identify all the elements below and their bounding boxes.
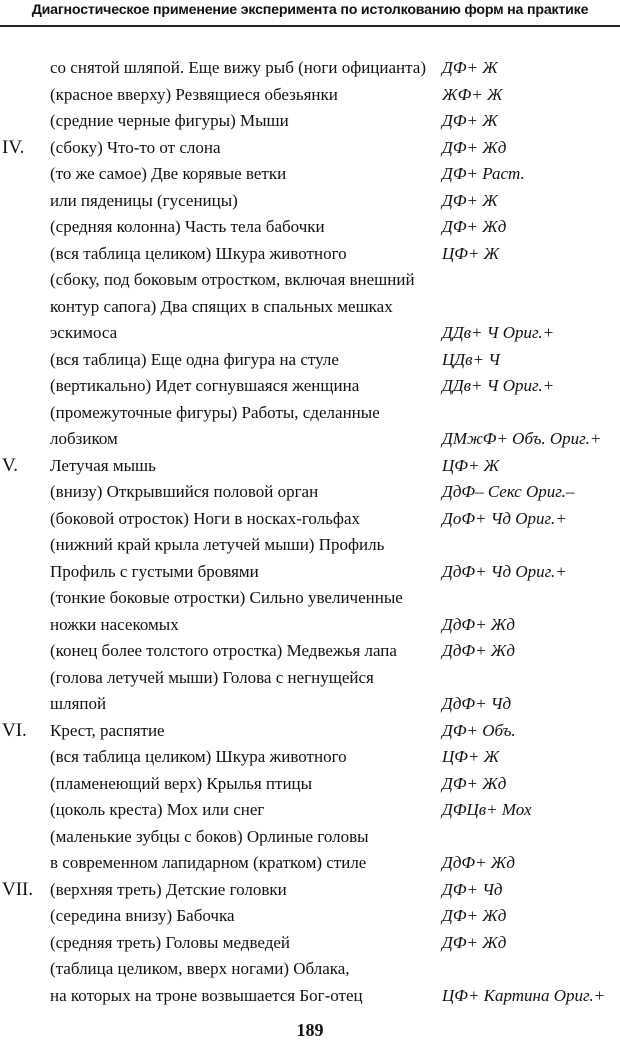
response-text: (вертикально) Идет согнувшаяся женщина — [50, 376, 360, 395]
scoring-code: ДФ+ Жд — [442, 137, 507, 157]
scoring-code: ДдФ+ Жд — [442, 853, 515, 872]
scoring-code: ДМжФ+ Объ. Ориг.+ — [442, 429, 602, 448]
response-text: ножки насекомых — [50, 614, 179, 634]
response-text: (верхняя треть) Детские головки — [50, 879, 287, 899]
response-row — [0, 612, 620, 639]
scoring-code: ДдФ+ Чд Ориг.+ — [442, 561, 567, 581]
response-row — [0, 532, 620, 559]
response-text: эскимоса — [50, 323, 118, 342]
response-row — [0, 135, 620, 162]
response-text: (пламенеющий верх) Крылья птицы — [50, 773, 313, 793]
response-text: (сбоку) Что-то от слона — [50, 137, 221, 157]
response-text: (сбоку, под боковым отростком, включая внешний — [50, 270, 415, 289]
response-row — [0, 930, 620, 957]
response-row — [0, 347, 620, 374]
scoring-code: ДФ+ Жд — [442, 906, 507, 925]
scoring-code: ДФ+ Жд — [442, 773, 507, 793]
response-row — [0, 718, 620, 745]
response-row — [0, 559, 620, 586]
response-text: (вся таблица) Еще одна фигура на стуле — [50, 349, 339, 369]
response-text: контур сапога) Два спящих в спальных мешках — [50, 296, 393, 316]
response-text: (средние черные фигуры) Мыши — [50, 111, 289, 130]
response-row — [0, 744, 620, 771]
response-text: (нижний край крыла летучей мыши) Профиль — [50, 535, 385, 554]
response-row — [0, 373, 620, 400]
response-row — [0, 877, 620, 904]
response-text: (средняя треть) Головы медведей — [50, 932, 291, 952]
response-row — [0, 585, 620, 612]
response-row — [0, 506, 620, 533]
response-text: со снятой шляпой. Еще вижу рыб (ноги официанта) — [50, 58, 426, 77]
response-row — [0, 241, 620, 268]
response-text: (таблица целиком, вверх ногами) Облака, — [50, 959, 350, 978]
response-text: Крест, распятие — [50, 720, 165, 740]
response-list — [0, 55, 620, 1009]
response-text: (промежуточные фигуры) Работы, сделанные — [50, 402, 380, 422]
response-text: (то же самое) Две корявые ветки — [50, 164, 287, 183]
response-text: (красное вверху) Резвящиеся обезьянки — [50, 84, 338, 104]
response-text: лобзиком — [50, 429, 118, 448]
response-row — [0, 161, 620, 188]
scoring-code: ЦФ+ Ж — [442, 455, 500, 475]
response-text: (средняя колонна) Часть тела бабочки — [50, 217, 325, 236]
response-text: (голова летучей мыши) Голова с негнущейся — [50, 667, 374, 687]
response-row — [0, 903, 620, 930]
response-row — [0, 771, 620, 798]
response-row — [0, 267, 620, 294]
response-row — [0, 453, 620, 480]
scoring-code: ДФ+ Жд — [442, 217, 507, 236]
scoring-code: ДФ+ Ж — [442, 111, 498, 130]
response-row — [0, 479, 620, 506]
card-number: VII. — [2, 878, 34, 900]
response-row — [0, 956, 620, 983]
response-row — [0, 400, 620, 427]
response-row — [0, 638, 620, 665]
response-row — [0, 188, 620, 215]
response-text: (вся таблица целиком) Шкура животного — [50, 747, 347, 766]
response-text: (вся таблица целиком) Шкура животного — [50, 243, 347, 263]
scoring-code: ДФЦв+ Мох — [442, 800, 532, 819]
response-row — [0, 82, 620, 109]
response-row — [0, 797, 620, 824]
response-row — [0, 214, 620, 241]
response-row — [0, 294, 620, 321]
scoring-code: ДДв+ Ч Ориг.+ — [442, 376, 555, 395]
scoring-code: ЖФ+ Ж — [442, 84, 503, 104]
response-row — [0, 426, 620, 453]
response-text: (цоколь креста) Мох или снег — [50, 800, 265, 819]
scoring-code: ДФ+ Объ. — [442, 720, 516, 740]
response-text: Летучая мышь — [50, 455, 156, 475]
response-row — [0, 824, 620, 851]
response-row — [0, 691, 620, 718]
response-row — [0, 108, 620, 135]
running-header: Диагностическое применение эксперимента по истолкованию форм на практике — [31, 2, 589, 18]
scoring-code: ДдФ+ Жд — [442, 641, 515, 660]
response-row — [0, 665, 620, 692]
response-row — [0, 55, 620, 82]
scoring-code: ДФ+ Жд — [442, 932, 507, 952]
response-row — [0, 850, 620, 877]
scoring-code: ДФ+ Раст. — [442, 164, 525, 183]
scoring-code: ДФ+ Ж — [442, 58, 498, 77]
response-text: на которых на троне возвышается Бог-отец — [50, 985, 363, 1005]
scoring-code: ДДв+ Ч Ориг.+ — [442, 323, 555, 342]
response-text: (боковой отросток) Ноги в носках-гольфах — [50, 508, 360, 528]
scoring-code: ДФ+ Ж — [442, 190, 498, 210]
response-text: (конец более толстого отростка) Медвежья лапа — [50, 641, 397, 660]
response-text: или пяденицы (гусеницы) — [50, 190, 238, 210]
scoring-code: ДдФ– Секс Ориг.– — [442, 482, 575, 501]
scoring-code: ДФ+ Чд — [442, 879, 503, 899]
response-text: в современном лапидарном (кратком) стиле — [50, 853, 367, 872]
response-text: (середина внизу) Бабочка — [50, 906, 235, 925]
response-text: Профиль с густыми бровями — [50, 561, 259, 581]
scoring-code: ЦФ+ Ж — [442, 747, 500, 766]
scoring-code: ДдФ+ Жд — [442, 614, 515, 634]
scoring-code: ДоФ+ Чд Ориг.+ — [442, 508, 567, 528]
response-text: (тонкие боковые отростки) Сильно увеличенные — [50, 588, 403, 607]
header-rule — [0, 25, 620, 27]
card-number: VI. — [2, 719, 27, 741]
scoring-code: ДдФ+ Чд — [442, 694, 512, 713]
response-row — [0, 983, 620, 1010]
card-number: IV. — [2, 136, 25, 158]
response-text: (внизу) Открывшийся половой орган — [50, 482, 319, 501]
response-text: (маленькие зубцы с боков) Орлиные головы — [50, 826, 369, 846]
scoring-code: ЦФ+ Картина Ориг.+ — [442, 985, 606, 1005]
page-number: 189 — [296, 1020, 324, 1040]
response-row — [0, 320, 620, 347]
scoring-code: ЦФ+ Ж — [442, 243, 500, 263]
response-text: шляпой — [50, 694, 107, 713]
scoring-code: ЦДв+ Ч — [442, 349, 500, 369]
card-number: V. — [2, 454, 19, 476]
